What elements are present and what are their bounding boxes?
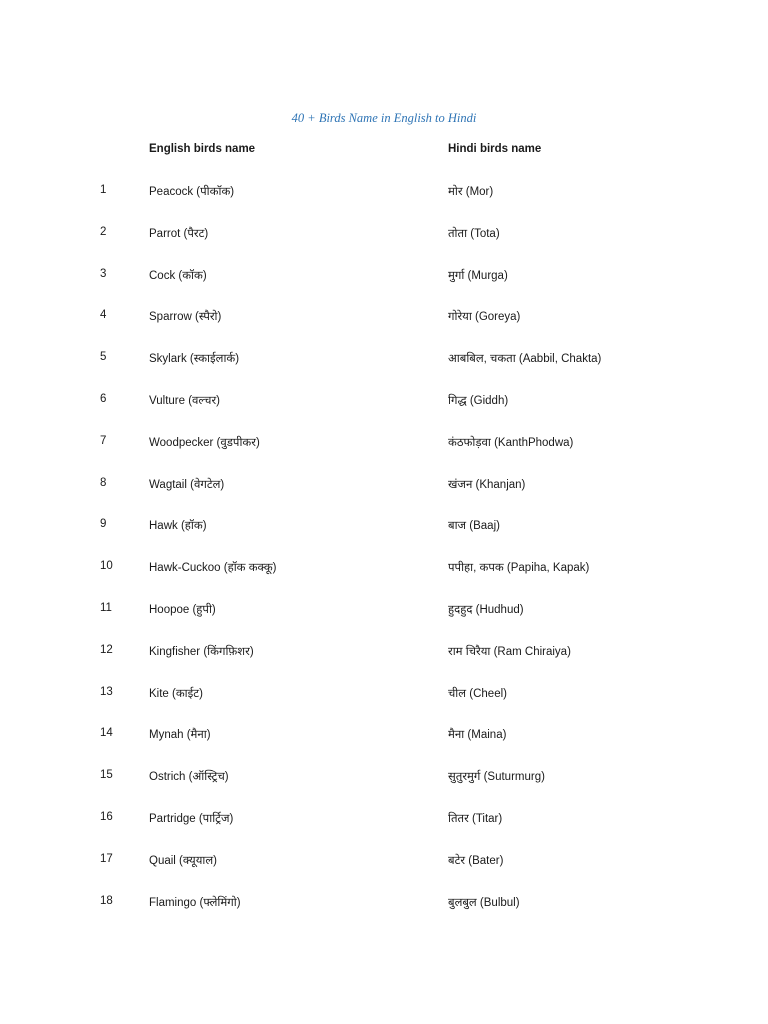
english-bird-name: Cock (कॉक) bbox=[149, 269, 207, 282]
table-row bbox=[0, 431, 768, 473]
hindi-bird-name: बटेर (Bater) bbox=[448, 854, 504, 867]
english-bird-name: Kite (काईट) bbox=[149, 687, 203, 700]
row-number: 6 bbox=[100, 392, 107, 405]
english-bird-name: Mynah (मैना) bbox=[149, 729, 211, 742]
table-row bbox=[0, 556, 768, 598]
row-number: 14 bbox=[100, 727, 113, 740]
hindi-bird-name: बाज (Baaj) bbox=[448, 520, 500, 533]
table-row bbox=[0, 891, 768, 933]
hindi-bird-name: खंजन (Khanjan) bbox=[448, 478, 526, 491]
english-bird-name: Woodpecker (वुडपीकर) bbox=[149, 436, 260, 449]
english-bird-name: Parrot (पैरट) bbox=[149, 227, 209, 240]
english-bird-name: Wagtail (वेगटेल) bbox=[149, 478, 225, 491]
table-row bbox=[0, 723, 768, 765]
english-bird-name: Flamingo (फ्लेमिंगो) bbox=[149, 896, 241, 909]
hindi-bird-name: हुदहुद (Hudhud) bbox=[448, 603, 524, 616]
english-column-header: English birds name bbox=[149, 143, 256, 155]
hindi-bird-name: मैना (Maina) bbox=[448, 729, 507, 742]
hindi-bird-name: गोरेया (Goreya) bbox=[448, 311, 521, 324]
row-number: 5 bbox=[100, 351, 107, 364]
birds-table bbox=[0, 180, 768, 932]
table-row bbox=[0, 305, 768, 347]
hindi-bird-name: सुतुरमुर्ग (Suturmurg) bbox=[448, 771, 545, 784]
row-number: 13 bbox=[100, 685, 113, 698]
table-row bbox=[0, 347, 768, 389]
row-number: 8 bbox=[100, 476, 107, 489]
table-row bbox=[0, 514, 768, 556]
english-bird-name: Skylark (स्काईलार्क) bbox=[149, 353, 240, 366]
hindi-bird-name: राम चिरैया (Ram Chiraiya) bbox=[448, 645, 571, 658]
table-row bbox=[0, 473, 768, 515]
table-row bbox=[0, 222, 768, 264]
hindi-bird-name: मोर (Mor) bbox=[448, 186, 494, 198]
hindi-bird-name: गिद्ध (Giddh) bbox=[448, 394, 509, 407]
row-number: 4 bbox=[100, 309, 107, 322]
document-title: 40 + Birds Name in English to Hindi bbox=[291, 111, 477, 125]
table-row bbox=[0, 598, 768, 640]
hindi-bird-name: पपीहा, कपक (Papiha, Kapak) bbox=[448, 562, 590, 575]
hindi-bird-name: मुर्गा (Murga) bbox=[448, 269, 508, 282]
table-row bbox=[0, 180, 768, 222]
row-number: 15 bbox=[100, 769, 113, 782]
english-bird-name: Sparrow (स्पैरो) bbox=[149, 311, 222, 324]
english-bird-name: Kingfisher (किंगफ़िशर) bbox=[149, 645, 254, 658]
table-row bbox=[0, 765, 768, 807]
table-row bbox=[0, 640, 768, 682]
hindi-bird-name: बुलबुल (Bulbul) bbox=[448, 896, 520, 909]
row-number: 3 bbox=[100, 267, 107, 280]
row-number: 16 bbox=[100, 810, 113, 823]
english-bird-name: Peacock (पीकॉक) bbox=[149, 186, 235, 198]
table-row bbox=[0, 264, 768, 306]
english-bird-name: Hawk (हॉक) bbox=[149, 520, 207, 533]
english-bird-name: Partridge (पार्ट्रिज) bbox=[149, 812, 234, 825]
english-bird-name: Quail (क्यूयाल) bbox=[149, 854, 217, 867]
hindi-bird-name: आबबिल, चकता (Aabbil, Chakta) bbox=[448, 353, 602, 366]
row-number: 9 bbox=[100, 518, 107, 531]
hindi-bird-name: तितर (Titar) bbox=[448, 812, 503, 825]
hindi-bird-name: चील (Cheel) bbox=[448, 687, 507, 700]
hindi-bird-name: कंठफोड़वा (KanthPhodwa) bbox=[448, 436, 574, 449]
row-number: 1 bbox=[100, 184, 107, 196]
english-bird-name: Hoopoe (हुपी) bbox=[149, 603, 216, 616]
english-bird-name: Hawk-Cuckoo (हॉक कक्कू) bbox=[149, 562, 277, 575]
hindi-column-header: Hindi birds name bbox=[448, 143, 542, 155]
english-bird-name: Ostrich (ऑस्ट्रिच) bbox=[149, 771, 229, 784]
table-row bbox=[0, 389, 768, 431]
table-row bbox=[0, 807, 768, 849]
row-number: 17 bbox=[100, 852, 113, 865]
hindi-bird-name: तोता (Tota) bbox=[448, 227, 500, 240]
row-number: 2 bbox=[100, 225, 107, 238]
table-row bbox=[0, 849, 768, 891]
row-number: 7 bbox=[100, 434, 107, 447]
english-bird-name: Vulture (वल्चर) bbox=[149, 394, 221, 407]
table-row bbox=[0, 682, 768, 724]
row-number: 11 bbox=[100, 601, 112, 614]
row-number: 12 bbox=[100, 643, 113, 656]
row-number: 18 bbox=[100, 894, 113, 907]
row-number: 10 bbox=[100, 560, 113, 573]
